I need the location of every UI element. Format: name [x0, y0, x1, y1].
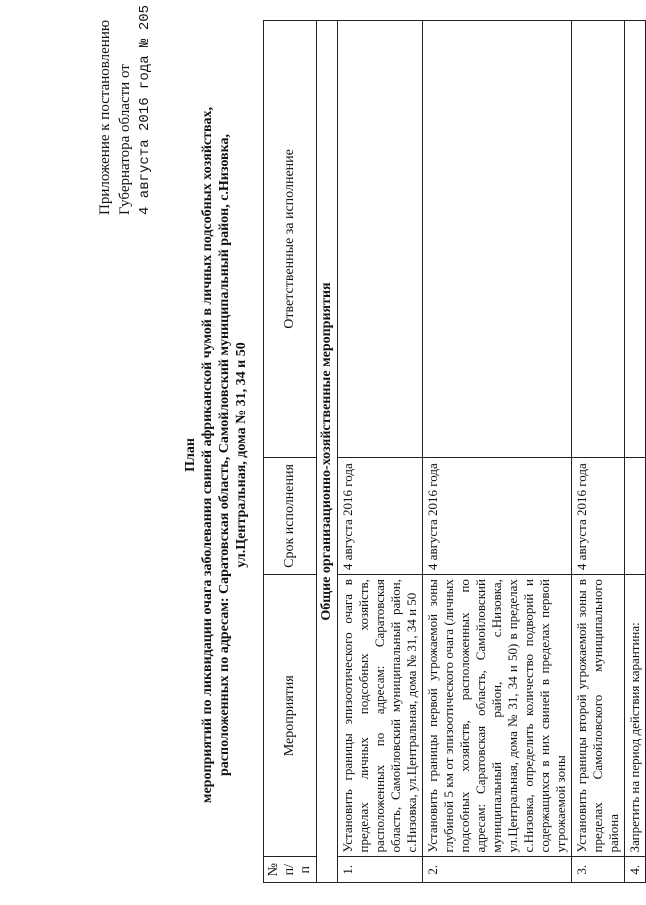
document-heading — [182, 105, 250, 805]
table-row — [423, 21, 572, 883]
row-responsible — [625, 21, 646, 458]
header-responsible: Ответственные за исполнение — [264, 21, 317, 458]
row-responsible — [572, 21, 625, 458]
row-num: 2. — [423, 857, 572, 883]
row-responsible — [338, 21, 423, 458]
appendix-line-2: Губернатора области от — [117, 64, 133, 215]
table-row — [572, 21, 625, 883]
header-action: Мероприятия — [264, 575, 317, 857]
row-action: Установить границы первой угрожаемой зоны глубиной 5 км от эпизоотического очага (личных подсобных хозяйств, расположенных по адресам: Саратовская область, Самойловский муниципальный район, с.Низовка, ул.Центральная, дома № 31, 34 и 50) в пределах с.Низовка, определить количество подворий и содержащихся в них свиней в пределах первой угрожаемой зоны — [423, 575, 572, 857]
appendix-line-1: Приложение к постановлению — [97, 19, 113, 215]
row-num: 1. — [338, 857, 423, 883]
row-responsible — [423, 21, 572, 458]
heading-line-3: ул.Центральная, дома № 31, 34 и 50 — [234, 342, 249, 568]
appendix-block — [95, 5, 155, 215]
row-action: Установить границы эпизоотического очага в пределах личных подсобных хозяйств, расположенных по адресам: Саратовская область, Самойловский муниципальный район, с.Низовка, ул.Центральная, дома № 31, 34 и 50 — [338, 575, 423, 857]
table-row — [338, 21, 423, 883]
table-header-row — [264, 21, 317, 883]
row-action: Запретить на период действия карантина: — [625, 575, 646, 857]
row-term — [625, 457, 646, 574]
header-num: № п/п — [264, 857, 317, 883]
row-action: Установить границы второй угрожаемой зоны в пределах Самойловского муниципального района — [572, 575, 625, 857]
heading-line-1: мероприятий по ликвидации очага заболевания свиней африканской чумой в личных подсобных хозяйствах, — [200, 106, 215, 804]
row-num: 3. — [572, 857, 625, 883]
plan-table — [263, 20, 646, 883]
row-term: 4 августа 2016 года — [423, 457, 572, 574]
heading-title: План — [183, 438, 198, 472]
appendix-line-3: 4 августа 2016 года № 205 — [137, 4, 153, 215]
table-row — [625, 21, 646, 883]
row-num: 4. — [625, 857, 646, 883]
header-term: Срок исполнения — [264, 457, 317, 574]
row-term: 4 августа 2016 года — [338, 457, 423, 574]
section-title: Общие организационно-хозяйственные мероприятия — [317, 21, 338, 883]
row-term: 4 августа 2016 года — [572, 457, 625, 574]
section-row — [317, 21, 338, 883]
heading-line-2: расположенных по адресам: Саратовская область, Самойловский муниципальный район, с.Низовка, — [217, 134, 232, 776]
